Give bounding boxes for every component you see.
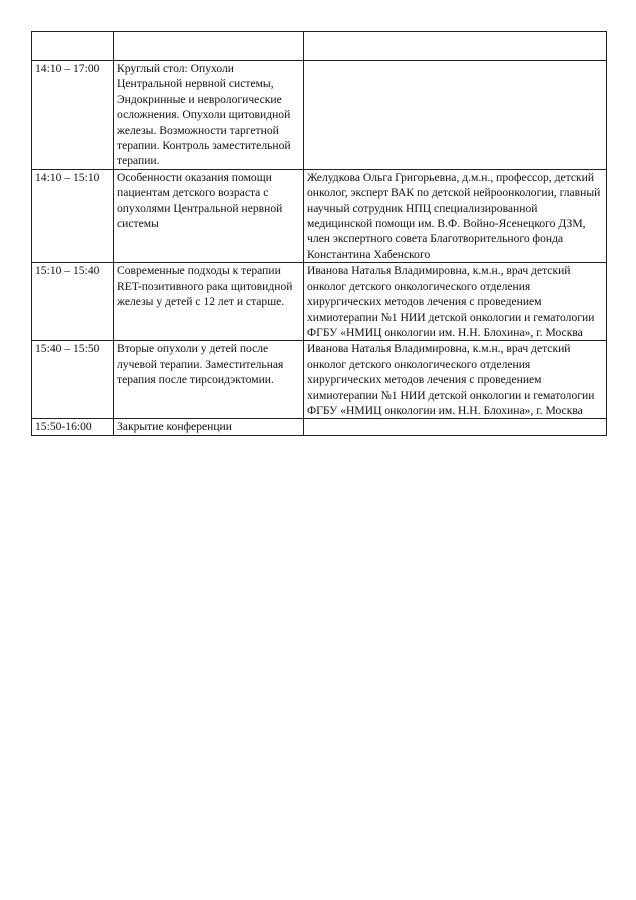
speaker-cell: Желудкова Ольга Григорьевна, д.м.н., профессор, детский онколог, эксперт ВАК по детской нейроонкологии, главный научный сотрудник НПЦ специализированной медицинской помощи им. В.Ф. Войно-Ясенецкого ДЗМ, член экспертного совета Благотворительного фонда Константина Хабенского [304,169,607,262]
speaker-cell [304,419,607,435]
empty-cell [114,32,304,61]
topic-cell: Круглый стол: Опухоли Центральной нервной системы, Эндокринные и неврологические осложнения. Опухоли щитовидной железы. Возможности таргетной терапии. Контроль заместительной терапии. [114,61,304,170]
speaker-cell: Иванова Наталья Владимировна, к.м.н., врач детский онколог детского онкологического отделения хирургических методов лечения с проведением химиотерапии №1 НИИ детской онкологии и гематологии ФГБУ «НМИЦ онкологии им. Н.Н. Блохина», г. Москва [304,263,607,341]
time-cell: 15:50-16:00 [32,419,114,435]
speaker-cell: Иванова Наталья Владимировна, к.м.н., врач детский онколог детского онкологического отделения хирургических методов лечения с проведением химиотерапии №1 НИИ детской онкологии и гематологии ФГБУ «НМИЦ онкологии им. Н.Н. Блохина», г. Москва [304,341,607,419]
time-cell: 15:10 – 15:40 [32,263,114,341]
table-row [32,341,607,419]
speaker-cell [304,61,607,170]
table-row-empty [32,32,607,61]
topic-cell: Особенности оказания помощи пациентам детского возраста с опухолями Центральной нервной системы [114,169,304,262]
table-row [32,263,607,341]
table-row [32,61,607,170]
program-table [31,31,607,436]
time-cell: 14:10 – 17:00 [32,61,114,170]
empty-cell [304,32,607,61]
topic-cell: Закрытие конференции [114,419,304,435]
empty-cell [32,32,114,61]
table-row [32,169,607,262]
topic-cell: Современные подходы к терапии RET-позитивного рака щитовидной железы у детей с 12 лет и старше. [114,263,304,341]
time-cell: 15:40 – 15:50 [32,341,114,419]
time-cell: 14:10 – 15:10 [32,169,114,262]
table-row [32,419,607,435]
topic-cell: Вторые опухоли у детей после лучевой терапии. Заместительная терапия после тирсоидэктомии. [114,341,304,419]
